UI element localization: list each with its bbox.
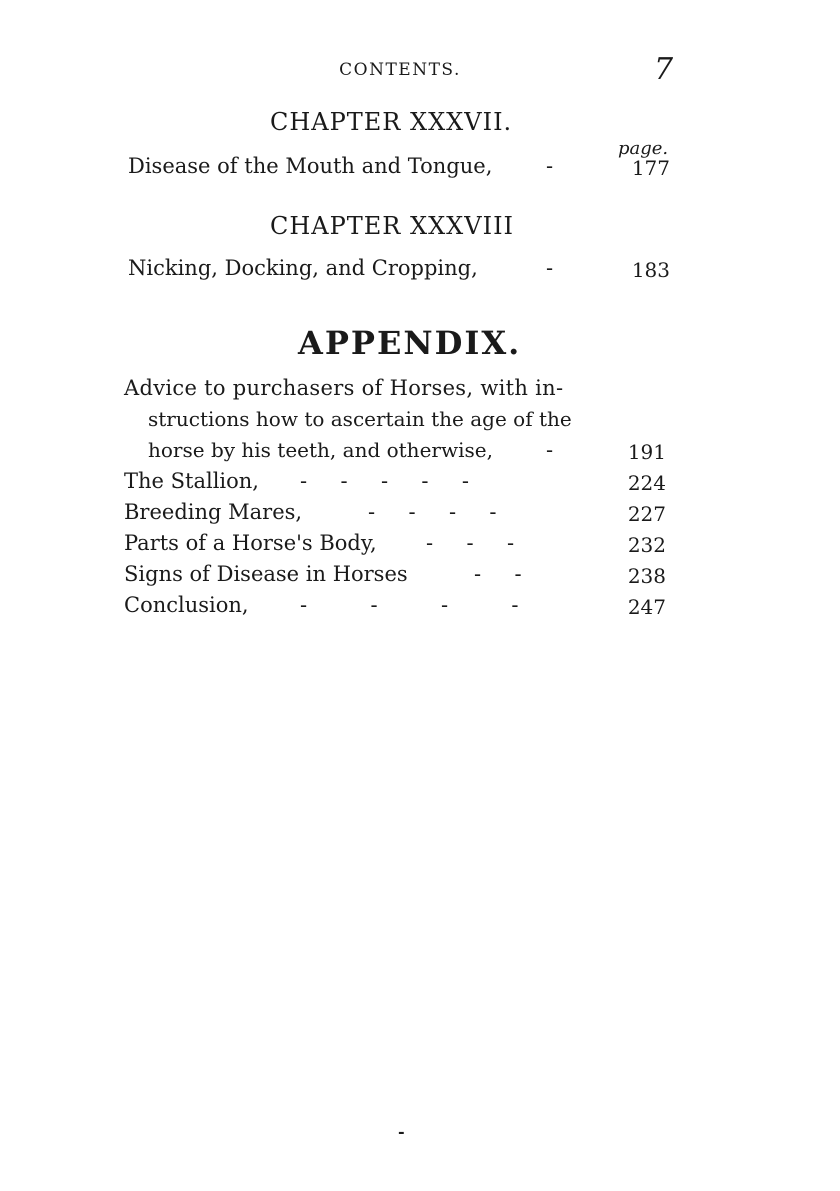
- toc-page-number: 191: [627, 440, 666, 464]
- toc-entry-title: Breeding Mares,: [124, 500, 303, 524]
- toc-leader: -: [546, 154, 554, 178]
- toc-leader: - -: [474, 562, 522, 586]
- chapter-heading: CHAPTER XXXVIII: [270, 212, 515, 240]
- toc-entry-line: Advice to purchasers of Horses, with in-: [124, 376, 564, 400]
- toc-entry-title: Disease of the Mouth and Tongue,: [128, 154, 493, 178]
- toc-leader: - - - -: [368, 500, 497, 524]
- toc-leader: -: [546, 438, 554, 462]
- toc-entry-line: structions how to ascertain the age of the: [148, 407, 572, 431]
- toc-leader: - - - -: [300, 593, 524, 617]
- toc-page-number: 183: [631, 258, 670, 282]
- toc-leader: -: [546, 256, 554, 280]
- toc-leader: - - - - -: [300, 469, 469, 493]
- toc-entry-title: Signs of Disease in Horses: [124, 562, 408, 586]
- printer-mark: -: [398, 1122, 405, 1141]
- toc-page-number: 224: [627, 471, 666, 495]
- toc-entry-title: The Stallion,: [124, 469, 259, 493]
- toc-page-number: 247: [627, 595, 666, 619]
- running-head: CONTENTS.: [339, 60, 461, 80]
- toc-entry-line: horse by his teeth, and otherwise,: [148, 438, 493, 462]
- toc-entry-title: Conclusion,: [124, 593, 249, 617]
- chapter-heading: CHAPTER XXXVII.: [270, 108, 513, 136]
- toc-page-number: 238: [627, 564, 666, 588]
- toc-entry-title: Nicking, Docking, and Cropping,: [128, 256, 478, 280]
- page-number: 7: [654, 52, 674, 87]
- toc-page-number: 232: [627, 533, 666, 557]
- appendix-heading: APPENDIX.: [298, 324, 522, 362]
- toc-page-number: 177: [631, 156, 670, 180]
- toc-leader: - - -: [426, 531, 515, 555]
- toc-page-number: 227: [627, 502, 666, 526]
- page-column-label: page.: [618, 138, 669, 159]
- toc-entry-title: Parts of a Horse's Body,: [124, 531, 377, 555]
